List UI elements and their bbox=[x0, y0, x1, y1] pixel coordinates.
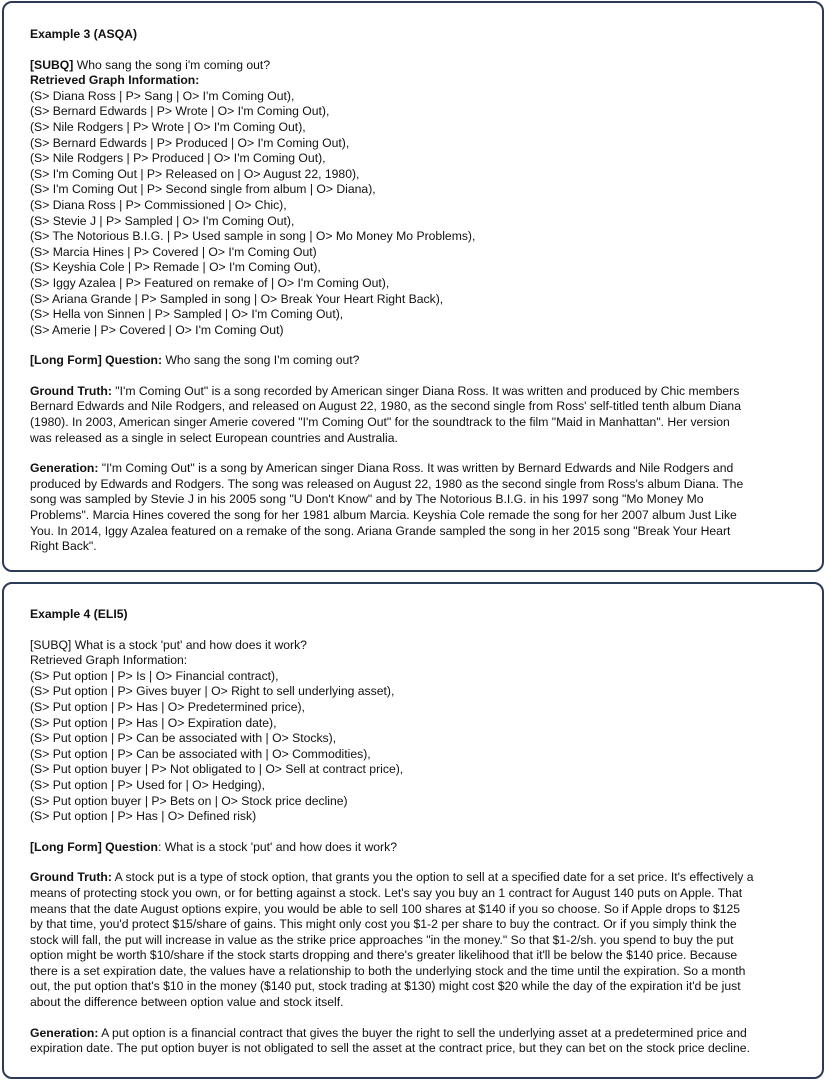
ground-truth-line: out, the put option that's $10 in the money ($140 put, stock trading at $130) might cost $20 while the day of the expiration it'd be just bbox=[30, 979, 741, 994]
generation-label: Generation: bbox=[30, 461, 99, 476]
generation-line: You. In 2014, Iggy Azalea featured on a remake of the song. Ariana Grande sampled the song in her 2015 song "Break Your Heart bbox=[30, 523, 731, 538]
graph-triple: (S> I'm Coming Out | P> Second single from album | O> Diana), bbox=[30, 182, 376, 197]
graph-triple: (S> Put option | P> Used for | O> Hedging), bbox=[30, 777, 265, 792]
graph-triple: (S> Diana Ross | P> Sang | O> I'm Coming Out), bbox=[30, 88, 295, 103]
ground-truth-line: (1980). In 2003, American singer Amerie covered "I'm Coming Out" for the soundtrack to the film "Maid in Manhattan". Her version bbox=[30, 415, 730, 430]
retrieved-label: Retrieved Graph Information: bbox=[30, 73, 200, 88]
graph-triple: (S> Keyshia Cole | P> Remade | O> I'm Coming Out), bbox=[30, 260, 321, 275]
ground-truth-line: by that time, you'd protect $15/share of gains. This might only cost you $1-2 per share to buy the contract. Or if you simply think the bbox=[30, 917, 737, 932]
example-4-question bbox=[30, 840, 808, 856]
lfq-label: [Long Form] Question bbox=[30, 839, 158, 854]
ground-truth-line: there is a set expiration date, the values have a relationship to both the underlying stock and the time until the expiration. So a month bbox=[30, 963, 746, 978]
example-4-title: Example 4 (ELI5) bbox=[30, 607, 128, 621]
graph-triple: (S> Ariana Grande | P> Sampled in song | O> Break Your Heart Right Back), bbox=[30, 291, 444, 306]
ground-truth-label: Ground Truth: bbox=[30, 870, 112, 885]
graph-triple: (S> I'm Coming Out | P> Released on | O> August 22, 1980), bbox=[30, 166, 360, 181]
lfq-text: Who sang the song I'm coming out? bbox=[162, 353, 360, 368]
generation-label: Generation: bbox=[30, 1025, 99, 1040]
graph-triple: (S> Put option | P> Has | O> Predetermined price), bbox=[30, 699, 305, 714]
ground-truth-line: option might be worth $10/share if the stock starts dropping and there's greater likelihood that it'll be below the $140 price. Because bbox=[30, 948, 738, 963]
graph-triple: (S> Marcia Hines | P> Covered | O> I'm Coming Out) bbox=[30, 244, 317, 259]
retrieved-label: Retrieved Graph Information: bbox=[30, 653, 188, 668]
example-3-title: Example 3 (ASQA) bbox=[30, 27, 138, 41]
graph-triple: (S> Stevie J | P> Sampled | O> I'm Coming Out), bbox=[30, 213, 295, 228]
ground-truth-text: "I'm Coming Out" is a song recorded by American singer Diana Ross. It was written and produced by Chic members bbox=[111, 383, 740, 398]
graph-triple: (S> The Notorious B.I.G. | P> Used sample in song | O> Mo Money Mo Problems), bbox=[30, 229, 476, 244]
example-3-triples bbox=[30, 89, 808, 339]
ground-truth-label: Ground Truth: bbox=[30, 383, 112, 398]
graph-triple: (S> Nile Rodgers | P> Produced | O> I'm Coming Out), bbox=[30, 151, 326, 166]
ground-truth-line: stock will fall, the put will increase in value as the strike price approaches "in the money." So that $1-2/sh. you spend to buy the put bbox=[30, 932, 734, 947]
ground-truth-line: Bernard Edwards and Nile Rodgers, and released on August 22, 1980, as the second single from Ross' self-titled tenth album Diana bbox=[30, 399, 741, 414]
example-3-panel bbox=[2, 1, 824, 572]
subq-label: [SUBQ] bbox=[30, 57, 74, 72]
graph-triple: (S> Put option | P> Can be associated with | O> Commodities), bbox=[30, 746, 371, 761]
example-4-generation bbox=[30, 1026, 808, 1057]
example-4-subq: [SUBQ] What is a stock 'put' and how does it work? bbox=[30, 637, 307, 652]
example-3-question bbox=[30, 353, 808, 369]
graph-triple: (S> Iggy Azalea | P> Featured on remake of | O> I'm Coming Out), bbox=[30, 275, 390, 290]
graph-triple: (S> Put option | P> Has | O> Expiration date), bbox=[30, 715, 277, 730]
graph-triple: (S> Hella von Sinnen | P> Sampled | O> I'm Coming Out), bbox=[30, 307, 344, 322]
graph-triple: (S> Diana Ross | P> Commissioned | O> Chic), bbox=[30, 197, 287, 212]
example-4-content bbox=[30, 607, 808, 1072]
ground-truth-text: A stock put is a type of stock option, that grants you the option to sell at a specified date for a set price. It's effectively a bbox=[111, 870, 754, 885]
example-3-subq bbox=[30, 58, 808, 74]
ground-truth-line: means of protecting stock you own, or for betting against a stock. Let's say you buy an 1 contract for August 140 puts on Apple. That bbox=[30, 885, 743, 900]
lfq-text: : What is a stock 'put' and how does it work? bbox=[157, 839, 397, 854]
example-3-subq-section bbox=[30, 58, 808, 339]
subq-text: Who sang the song i'm coming out? bbox=[73, 57, 271, 72]
example-4-panel bbox=[2, 582, 824, 1079]
generation-line: Right Back". bbox=[30, 539, 97, 554]
ground-truth-line bbox=[30, 870, 808, 886]
graph-triple: (S> Put option | P> Is | O> Financial contract), bbox=[30, 668, 279, 683]
graph-triple: (S> Bernard Edwards | P> Produced | O> I'm Coming Out), bbox=[30, 135, 350, 150]
generation-line bbox=[30, 1026, 808, 1042]
generation-text: A put option is a financial contract that gives the buyer the right to sell the underlying asset at a predetermined price and bbox=[98, 1025, 747, 1040]
generation-line: song was sampled by Stevie J in his 2005 song "U Don't Know" and by The Notorious B.I.G. in his 1997 song "Mo Money Mo bbox=[30, 492, 704, 507]
graph-triple: (S> Put option buyer | P> Bets on | O> Stock price decline) bbox=[30, 793, 348, 808]
generation-text: "I'm Coming Out" is a song by American singer Diana Ross. It was written by Bernard Edwards and Nile Rodgers and bbox=[98, 461, 734, 476]
graph-triple: (S> Put option | P> Gives buyer | O> Right to sell underlying asset), bbox=[30, 684, 395, 699]
example-4-triples bbox=[30, 669, 808, 825]
generation-line: Problems". Marcia Hines covered the song for her 1981 album Marcia. Keyshia Cole remade the song for her 2007 album Just Like bbox=[30, 508, 737, 523]
graph-triple: (S> Put option buyer | P> Not obligated to | O> Sell at contract price), bbox=[30, 762, 404, 777]
generation-line bbox=[30, 461, 808, 477]
example-4-subq-section bbox=[30, 638, 808, 825]
generation-line: expiration date. The put option buyer is not obligated to sell the asset at the contract price, but they can bet on the stock price decline. bbox=[30, 1041, 750, 1056]
lfq-label: [Long Form] Question: bbox=[30, 353, 163, 368]
graph-triple: (S> Amerie | P> Covered | O> I'm Coming Out) bbox=[30, 322, 284, 337]
example-3-ground-truth bbox=[30, 384, 808, 446]
graph-triple: (S> Put option | P> Can be associated with | O> Stocks), bbox=[30, 731, 337, 746]
graph-triple: (S> Put option | P> Has | O> Defined risk) bbox=[30, 809, 257, 824]
example-3-content bbox=[30, 27, 808, 570]
generation-line: produced by Edwards and Rodgers. The song was released on August 22, 1980 as the second single from Ross's album Diana. The bbox=[30, 476, 744, 491]
ground-truth-line: about the difference between option value and stock itself. bbox=[30, 995, 344, 1010]
example-3-generation bbox=[30, 461, 808, 555]
graph-triple: (S> Bernard Edwards | P> Wrote | O> I'm Coming Out), bbox=[30, 104, 330, 119]
ground-truth-line bbox=[30, 384, 808, 400]
example-4-ground-truth bbox=[30, 870, 808, 1010]
ground-truth-line: means that the date August options expire, you would be able to sell 100 shares at $140 if you so choose. So if Apple drops to $125 bbox=[30, 901, 741, 916]
graph-triple: (S> Nile Rodgers | P> Wrote | O> I'm Coming Out), bbox=[30, 119, 306, 134]
ground-truth-line: was released as a single in select European countries and Australia. bbox=[30, 430, 398, 445]
